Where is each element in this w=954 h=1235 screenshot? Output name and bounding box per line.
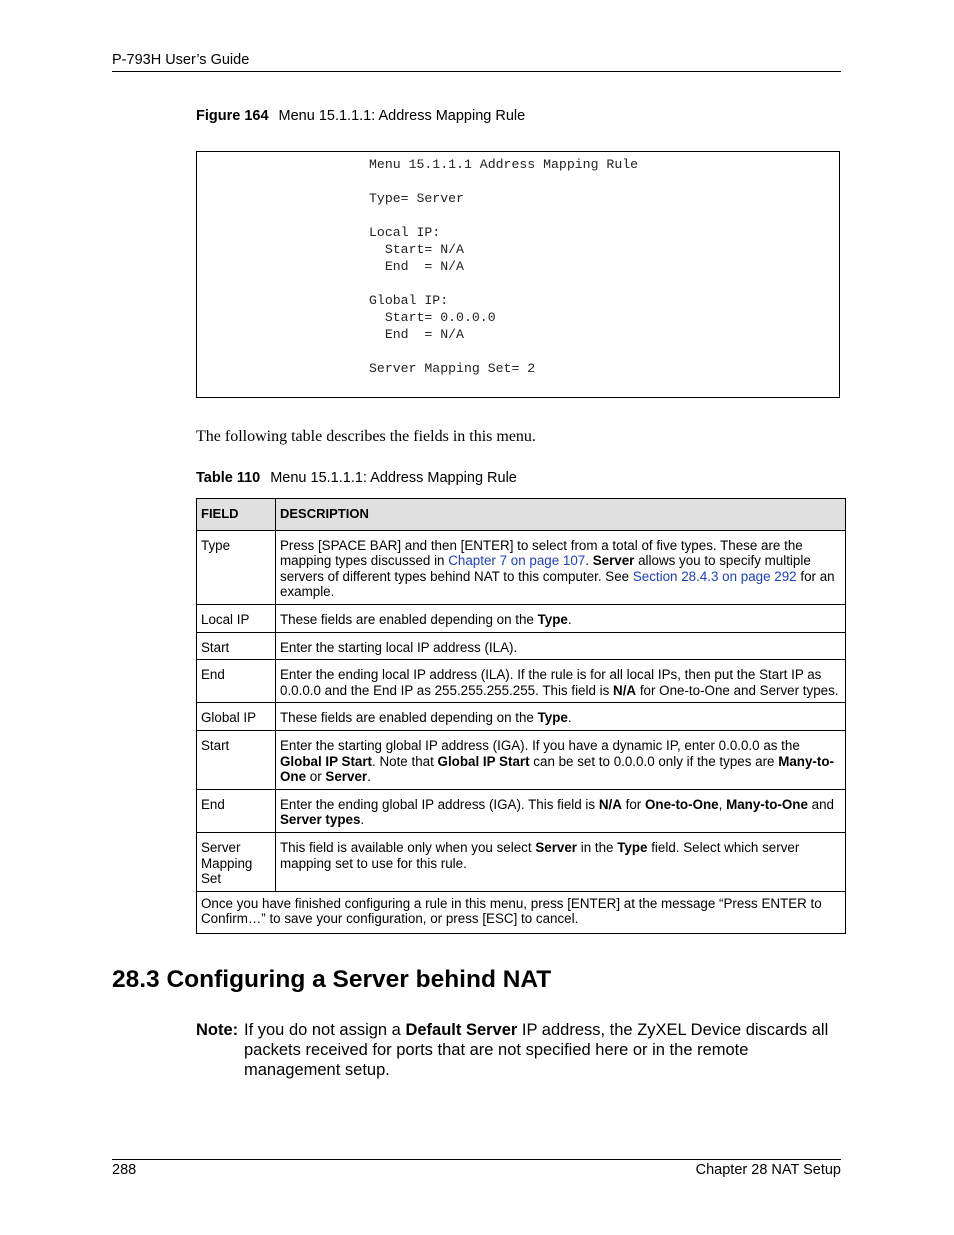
table-body <box>197 530 846 933</box>
field-description-cell: Enter the starting local IP address (ILA). <box>276 632 846 660</box>
table-row <box>197 632 846 660</box>
field-name-cell: Server Mapping Set <box>197 832 276 891</box>
bold-term: Global IP Start <box>437 753 530 769</box>
note-block <box>196 1020 846 1080</box>
footer-rule <box>112 1159 841 1160</box>
cross-reference-link[interactable]: Chapter 7 on page 107 <box>448 553 586 569</box>
field-description-cell: These fields are enabled depending on the Type. <box>276 604 846 632</box>
page-number: 288 <box>112 1162 137 1178</box>
field-name-cell: End <box>197 660 276 703</box>
table-label: Table 110 <box>196 470 261 486</box>
bold-term: Server <box>592 553 635 569</box>
cross-reference-link[interactable]: Section 28.4.3 on page 292 <box>632 568 797 584</box>
figure-caption <box>196 108 525 124</box>
bold-term: Default Server <box>405 1021 518 1039</box>
bold-term: Many-to-One <box>726 796 808 812</box>
bold-term: One-to-One <box>644 796 719 812</box>
table-footer-note: Once you have finished configuring a rule in this menu, press [ENTER] at the message “Press ENTER to Confirm…” to save your configuration, or press [ESC] to cancel. <box>197 891 846 933</box>
field-name-cell: Local IP <box>197 604 276 632</box>
intro-paragraph: The following table describes the fields in this menu. <box>196 428 536 445</box>
field-name-cell: Global IP <box>197 703 276 731</box>
figure-title: Menu 15.1.1.1: Address Mapping Rule <box>278 108 526 124</box>
bold-term: Type <box>617 839 648 855</box>
running-header: P-793H User’s Guide <box>112 52 250 68</box>
note-label: Note: <box>196 1021 239 1039</box>
field-description-cell: Enter the starting global IP address (IGA). If you have a dynamic IP, enter 0.0.0.0 as the Global IP Start. Note that Global IP Start can be set to 0.0.0.0 only if the types are Many-to-One or Server. <box>276 730 846 789</box>
table-footer-row <box>197 891 846 933</box>
bold-term: Type <box>537 710 568 726</box>
field-description-table <box>196 498 846 934</box>
bold-term: N/A <box>613 682 637 698</box>
field-description-cell: Enter the ending local IP address (ILA). If the rule is for all local IPs, then put the Start IP as 0.0.0.0 and the End IP as 255.255.255.255. This field is N/A for One-to-One and Server types. <box>276 660 846 703</box>
table-row <box>197 660 846 703</box>
field-name-cell: End <box>197 789 276 832</box>
bold-term: Global IP Start <box>280 753 373 769</box>
table-header-row <box>197 499 846 531</box>
table-title: Menu 15.1.1.1: Address Mapping Rule <box>270 470 517 486</box>
field-name-cell: Start <box>197 730 276 789</box>
bold-term: N/A <box>598 796 622 812</box>
note-text: If you do not assign a Default Server IP address, the ZyXEL Device discards all packets received for ports that are not specified here or in the remote management setup. <box>244 1021 829 1079</box>
figure-label: Figure 164 <box>196 108 269 124</box>
table-row <box>197 530 846 604</box>
menu-screen-figure <box>196 151 840 398</box>
table-row <box>197 832 846 891</box>
section-heading: 28.3 Configuring a Server behind NAT <box>112 966 552 993</box>
bold-term: Type <box>537 611 568 627</box>
bold-term: Many-to-One <box>280 753 834 785</box>
table-row <box>197 703 846 731</box>
field-description-cell: Enter the ending global IP address (IGA). This field is N/A for One-to-One, Many-to-One and Server types. <box>276 789 846 832</box>
field-description-cell: This field is available only when you select Server in the Type field. Select which server mapping set to use for this rule. <box>276 832 846 891</box>
column-header-description: DESCRIPTION <box>276 499 846 531</box>
bold-term: Server types <box>280 812 361 828</box>
table-row <box>197 604 846 632</box>
field-description-cell: Press [SPACE BAR] and then [ENTER] to select from a total of five types. These are the mapping types discussed in Chapter 7 on page 107. Server allows you to specify multiple servers of different types behind NAT to this computer. See Section 28.4.3 on page 292 for an example. <box>276 530 846 604</box>
field-name-cell: Type <box>197 530 276 604</box>
field-name-cell: Start <box>197 632 276 660</box>
field-description-cell: These fields are enabled depending on the Type. <box>276 703 846 731</box>
table-caption <box>196 470 517 486</box>
column-header-field: FIELD <box>197 499 276 531</box>
header-rule <box>112 71 841 72</box>
bold-term: Server <box>535 839 578 855</box>
bold-term: Server <box>325 769 368 785</box>
chapter-title: Chapter 28 NAT Setup <box>695 1162 841 1178</box>
table-row <box>197 789 846 832</box>
table-row <box>197 730 846 789</box>
menu-screen-text: Menu 15.1.1.1 Address Mapping Rule Type= Server Local IP: Start= N/A End = N/A Global IP: Start= 0.0.0.0 End = N/A Server Mapping Set= 2 <box>369 157 639 376</box>
